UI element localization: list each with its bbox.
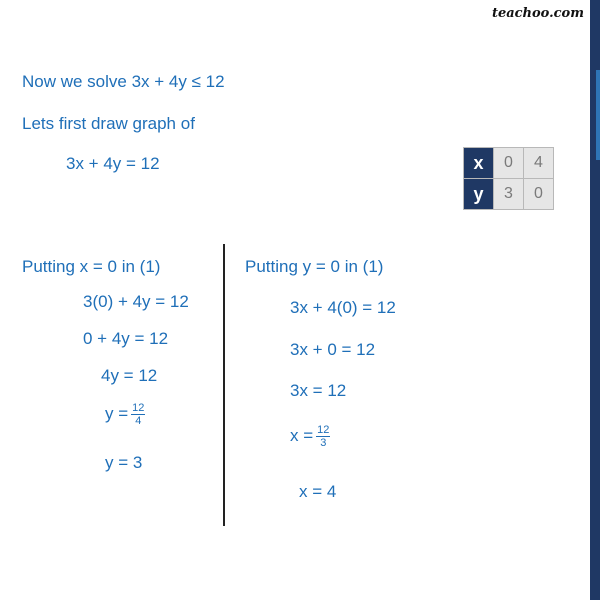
- right-step-5: x = 4: [299, 482, 337, 501]
- column-divider: [223, 244, 225, 526]
- teachoo-logo: teachoo.com: [491, 6, 584, 21]
- right-step-4-prefix: x =: [290, 425, 314, 445]
- right-heading: Putting y = 0 in (1): [245, 257, 384, 276]
- fraction-numerator: 12: [317, 424, 330, 436]
- left-step-4: [105, 402, 145, 427]
- intro-line-1: Now we solve 3x + 4y ≤ 12: [22, 72, 225, 91]
- right-step-2: 3x + 0 = 12: [290, 340, 376, 359]
- left-heading: Putting x = 0 in (1): [22, 257, 161, 276]
- table-row-x: [464, 148, 554, 179]
- intro-equation: 3x + 4y = 12: [66, 154, 160, 173]
- left-fraction: [131, 402, 145, 427]
- fraction-numerator: 12: [132, 402, 145, 414]
- fraction-denominator: 3: [320, 437, 327, 449]
- intro-line-2: Lets first draw graph of: [22, 114, 195, 133]
- left-step-4-prefix: y =: [105, 403, 129, 423]
- left-step-1: 3(0) + 4y = 12: [83, 292, 189, 311]
- right-fraction: [316, 424, 330, 449]
- table-cell: 0: [494, 148, 524, 179]
- right-edge-accent: [596, 70, 600, 160]
- left-step-5: y = 3: [105, 453, 143, 472]
- xy-value-table: [463, 147, 554, 210]
- left-step-3: 4y = 12: [101, 366, 158, 385]
- left-step-2: 0 + 4y = 12: [83, 329, 169, 348]
- table-header-x: x: [464, 148, 494, 179]
- table-cell: 0: [524, 179, 554, 210]
- right-step-1: 3x + 4(0) = 12: [290, 298, 396, 317]
- table-row-y: [464, 179, 554, 210]
- fraction-denominator: 4: [135, 415, 142, 427]
- table-cell: 4: [524, 148, 554, 179]
- right-step-4: [290, 424, 330, 449]
- table-cell: 3: [494, 179, 524, 210]
- table-header-y: y: [464, 179, 494, 210]
- right-step-3: 3x = 12: [290, 381, 347, 400]
